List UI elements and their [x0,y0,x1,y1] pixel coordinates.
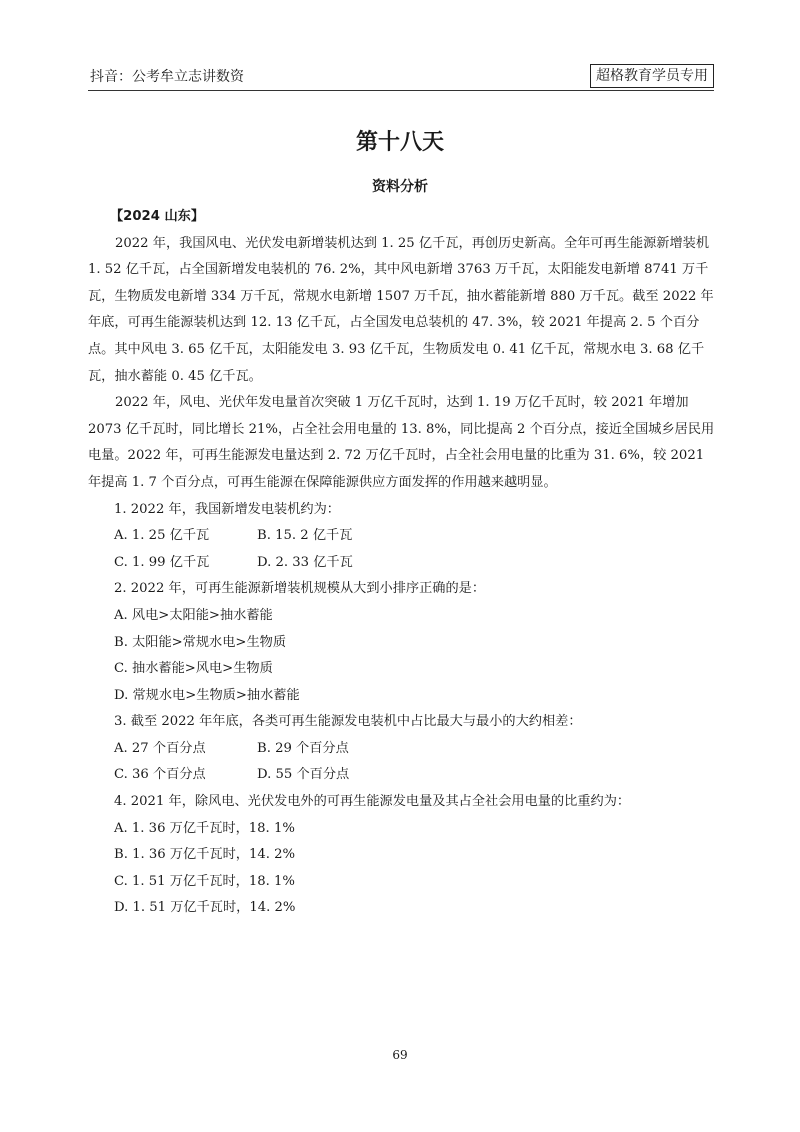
question-3-stem: 3. 截至 2022 年年底，各类可再生能源发电装机中占比最大与最小的大约相差： [114,714,582,730]
question-1-choices-row-1 [88,523,716,550]
choice-option: B. 15. 2 亿千瓦 [257,528,353,544]
choice-option: B. 太阳能>常规水电>生物质 [114,634,287,650]
choice-option: C. 1. 51 万亿千瓦时，18. 1% [114,873,295,889]
choice-option: D. 55 个百分点 [257,767,350,783]
header-badge: 超格教育学员专用 [590,64,714,88]
choice-option: B. 1. 36 万亿千瓦时，14. 2% [114,847,296,863]
choice-option: A. 1. 25 亿千瓦 [114,528,210,544]
header-source-text: 抖音：公考牟立志讲数资 [90,69,244,85]
question-1-stem: 1. 2022 年，我国新增发电装机约为： [114,501,340,517]
question-3-choices-row-1 [88,736,716,763]
choice-option: D. 1. 51 万亿千瓦时，14. 2% [114,900,296,916]
choice-option: A. 风电>太阳能>抽水蓄能 [114,607,273,623]
header-divider [88,90,714,91]
choice-option: C. 36 个百分点 [114,767,206,783]
exam-source: 【2024 山东】 [110,209,205,224]
passage-paragraph-1: 2022 年，我国风电、光伏发电新增装机达到 1. 25 亿千瓦，再创历史新高。全年可再生能源新增装机 1. 52 亿千瓦，占全国新增发电装机的 76. 2%，其中风电新增 3763 万千瓦，太阳能发电新增 8741 万千瓦，生物质发电新增 334 万千瓦，常规水电新增 1507 万千瓦，抽水蓄能新增 880 万千瓦。截至 2022 年年底，可再生能源装机达到 12. 13 亿千瓦，占全国发电总装机的 47. 3%，较 2021 年提高 2. 5 个百分点。其中风电 3. 65 亿千瓦，太阳能发电 3. 93 亿千瓦，生物质发电 0. 41 亿千瓦，常规水电 3. 68 亿千瓦，抽水蓄能 0. 45 亿千瓦。 [88,235,714,384]
choice-option: C. 1. 99 亿千瓦 [114,554,210,570]
choice-option: C. 抽水蓄能>风电>生物质 [114,661,273,677]
section-subtitle: 资料分析 [372,179,428,195]
page-number: 69 [392,1048,408,1062]
choice-option: A. 27 个百分点 [114,740,206,756]
choice-option: D. 常规水电>生物质>抽水蓄能 [114,687,300,703]
question-1-choices-row-2 [88,550,716,577]
choice-option: B. 29 个百分点 [257,740,349,756]
passage-paragraph-2: 2022 年，风电、光伏年发电量首次突破 1 万亿千瓦时，达到 1. 19 万亿千瓦时，较 2021 年增加 2073 亿千瓦时，同比增长 21%，占全社会用电量的 13. 8%，同比提高 2 个百分点，接近全国城乡居民用电量。2022 年，可再生能源发电量达到 2. 72 万亿千瓦时，占全社会用电量的比重为 31. 6%，较 2021 年提高 1. 7 个百分点，可再生能源在保障能源供应方面发挥的作用越来越明显。 [88,395,715,490]
question-4-stem: 4. 2021 年，除风电、光伏发电外的可再生能源发电量及其占全社会用电量的比重约为： [114,794,631,810]
question-2-stem: 2. 2022 年，可再生能源新增装机规模从大到小排序正确的是： [114,581,486,597]
choice-option: A. 1. 36 万亿千瓦时，18. 1% [114,820,295,836]
question-3-choices-row-2 [88,762,716,789]
choice-option: D. 2. 33 亿千瓦 [257,554,353,570]
page-title: 第十八天 [355,130,444,155]
document-body [88,204,716,922]
